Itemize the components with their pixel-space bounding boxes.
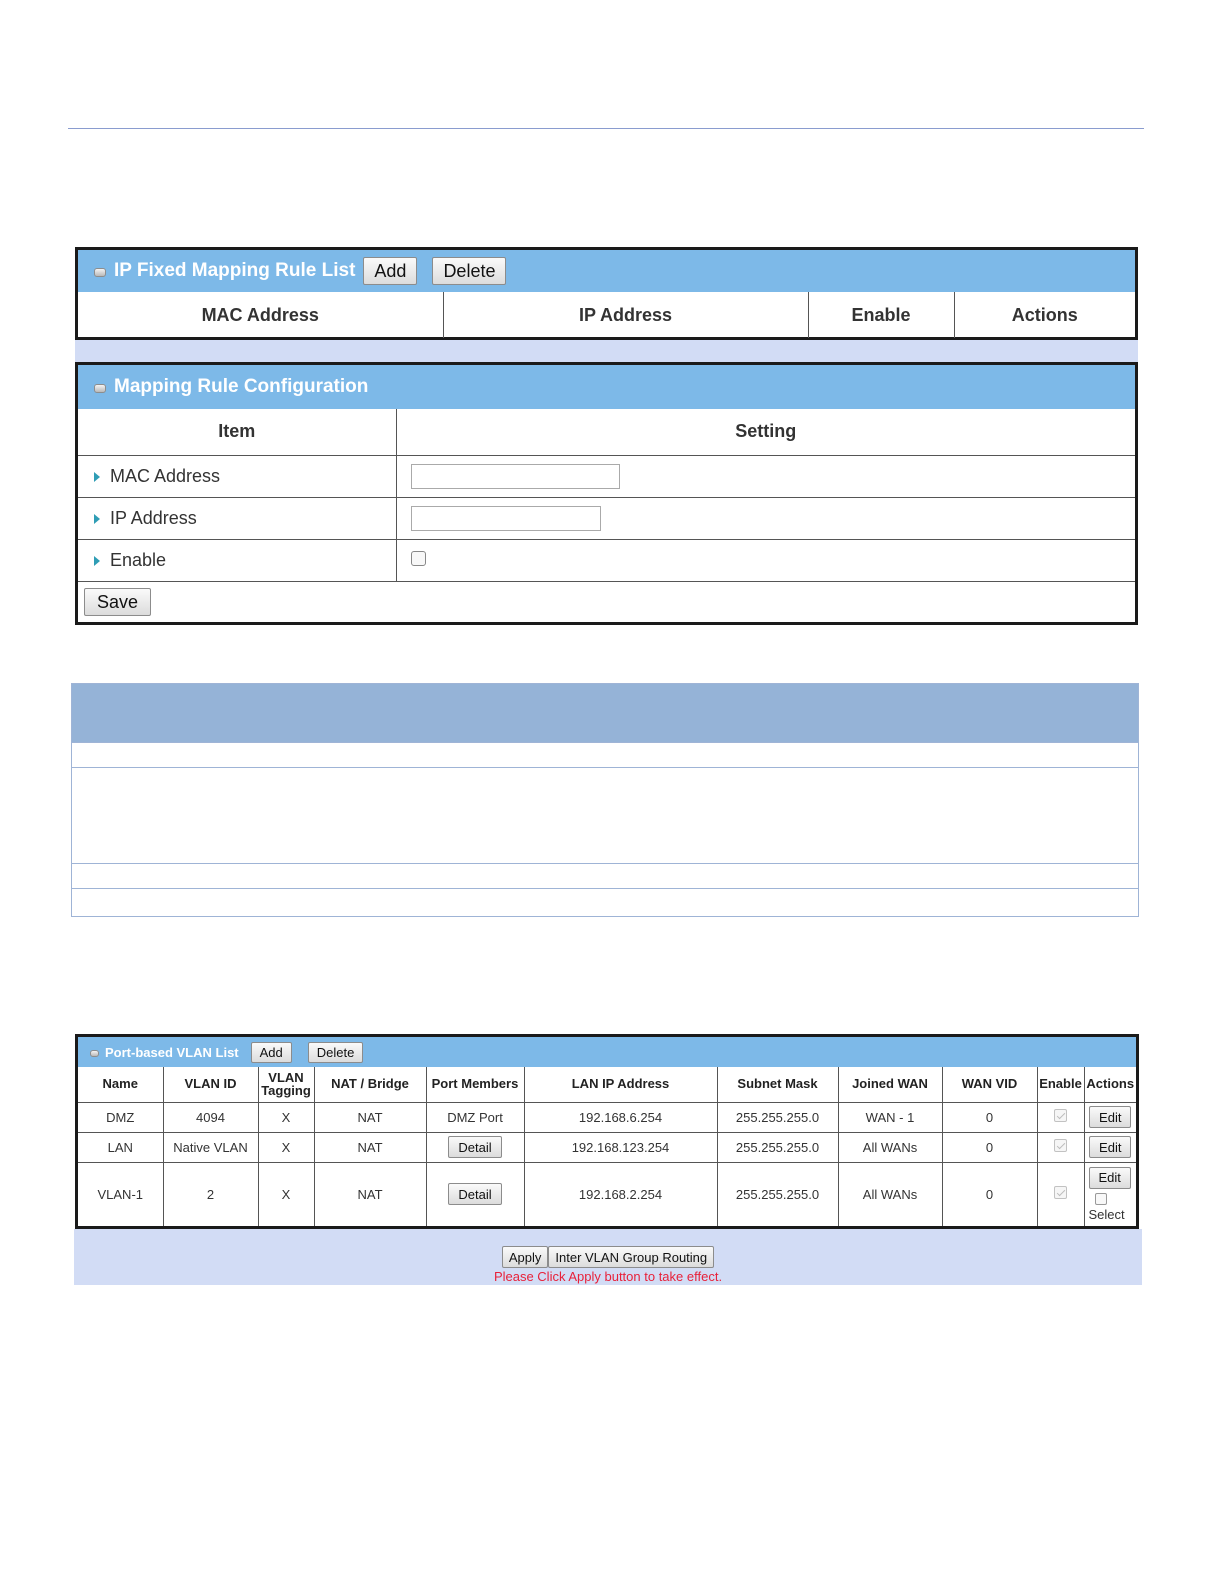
description-row [72, 863, 1138, 888]
enable-checkbox [1054, 1186, 1067, 1199]
panel-separator [75, 340, 1138, 362]
config-table [78, 409, 1135, 623]
cell-port-members: DMZ Port [426, 1102, 524, 1132]
triangle-icon [94, 514, 100, 524]
cell-name: DMZ [78, 1102, 163, 1132]
cell-joined-wan: All WANs [838, 1162, 942, 1226]
inter-vlan-routing-button[interactable]: Inter VLAN Group Routing [548, 1246, 714, 1268]
col-setting: Setting [396, 409, 1135, 455]
description-row [72, 742, 1138, 767]
ip-address-input[interactable] [411, 506, 601, 531]
col-enable: Enable [1037, 1067, 1084, 1102]
cell-lan-ip: 192.168.6.254 [524, 1102, 717, 1132]
cell-enable [1037, 1102, 1084, 1132]
cell-nat-bridge: NAT [314, 1132, 426, 1162]
col-name: Name [78, 1067, 163, 1102]
cell-name: LAN [78, 1132, 163, 1162]
panel-header [78, 365, 1135, 409]
apply-bar [74, 1229, 1142, 1285]
ip-fixed-mapping-panel [75, 247, 1138, 340]
select-label: Select [1088, 1206, 1125, 1222]
save-button[interactable]: Save [84, 588, 151, 616]
panel-bullet-icon [94, 384, 106, 393]
mac-address-input[interactable] [411, 464, 620, 489]
table-row [78, 1132, 1136, 1162]
cell-actions [1084, 1102, 1136, 1132]
col-subnet-mask: Subnet Mask [717, 1067, 838, 1102]
panel-title: IP Fixed Mapping Rule List [114, 260, 356, 281]
vlan-table [78, 1067, 1136, 1226]
col-actions: Actions [954, 292, 1135, 338]
cell-joined-wan: All WANs [838, 1132, 942, 1162]
triangle-icon [94, 556, 100, 566]
col-actions: Actions [1084, 1067, 1136, 1102]
detail-button[interactable]: Detail [448, 1136, 501, 1158]
cell-tagging: X [258, 1102, 314, 1132]
edit-button[interactable]: Edit [1089, 1167, 1131, 1189]
col-vlan-id: VLAN ID [163, 1067, 258, 1102]
col-joined-wan: Joined WAN [838, 1067, 942, 1102]
table-row [78, 1102, 1136, 1132]
cell-lan-ip: 192.168.2.254 [524, 1162, 717, 1226]
panel-header [78, 1037, 1136, 1067]
cell-name: VLAN-1 [78, 1162, 163, 1226]
edit-button[interactable]: Edit [1089, 1136, 1131, 1158]
cell-subnet: 255.255.255.0 [717, 1162, 838, 1226]
cell-wan-vid: 0 [942, 1132, 1037, 1162]
table-row [78, 1162, 1136, 1226]
mapping-rule-config-panel [75, 362, 1138, 625]
cell-actions [1084, 1162, 1136, 1226]
cell-wan-vid: 0 [942, 1102, 1037, 1132]
enable-checkbox [1054, 1109, 1067, 1122]
panel-bullet-icon [94, 268, 106, 277]
row-label: MAC Address [78, 455, 396, 497]
col-item: Item [78, 409, 396, 455]
col-nat-bridge: NAT / Bridge [314, 1067, 426, 1102]
cell-actions [1084, 1132, 1136, 1162]
cell-vlan-id: 4094 [163, 1102, 258, 1132]
cell-enable [1037, 1132, 1084, 1162]
cell-subnet: 255.255.255.0 [717, 1102, 838, 1132]
cell-port-members [426, 1162, 524, 1226]
description-header [72, 684, 1138, 742]
description-row [72, 767, 1138, 863]
cell-nat-bridge: NAT [314, 1102, 426, 1132]
cell-nat-bridge: NAT [314, 1162, 426, 1226]
col-ip-address: IP Address [443, 292, 808, 338]
apply-button[interactable]: Apply [502, 1246, 549, 1268]
enable-checkbox [1054, 1139, 1067, 1152]
col-lan-ip: LAN IP Address [524, 1067, 717, 1102]
row-label: IP Address [78, 497, 396, 539]
triangle-icon [94, 472, 100, 482]
panel-title: Port-based VLAN List [105, 1044, 239, 1060]
description-row [72, 888, 1138, 916]
cell-tagging: X [258, 1162, 314, 1226]
row-label: Enable [78, 539, 396, 581]
panel-bullet-icon [90, 1050, 99, 1057]
apply-notice: Please Click Apply button to take effect. [493, 1269, 723, 1284]
description-table [71, 683, 1139, 917]
cell-vlan-id: 2 [163, 1162, 258, 1226]
cell-subnet: 255.255.255.0 [717, 1132, 838, 1162]
col-enable: Enable [808, 292, 954, 338]
col-vlan-tagging: VLAN Tagging [258, 1067, 314, 1102]
cell-vlan-id: Native VLAN [163, 1132, 258, 1162]
col-mac-address: MAC Address [78, 292, 443, 338]
mapping-rule-table [78, 292, 1135, 338]
cell-wan-vid: 0 [942, 1162, 1037, 1226]
edit-button[interactable]: Edit [1089, 1106, 1131, 1128]
panel-title: Mapping Rule Configuration [114, 376, 369, 397]
page-divider [68, 128, 1144, 129]
detail-button[interactable]: Detail [448, 1183, 501, 1205]
cell-tagging: X [258, 1132, 314, 1162]
vlan-list-panel [75, 1034, 1139, 1229]
delete-rule-button[interactable]: Delete [432, 257, 506, 285]
enable-checkbox[interactable] [411, 551, 426, 566]
add-rule-button[interactable]: Add [363, 257, 417, 285]
add-vlan-button[interactable]: Add [251, 1042, 292, 1063]
select-checkbox[interactable] [1095, 1193, 1107, 1205]
col-port-members: Port Members [426, 1067, 524, 1102]
cell-lan-ip: 192.168.123.254 [524, 1132, 717, 1162]
panel-header [78, 250, 1135, 292]
cell-joined-wan: WAN - 1 [838, 1102, 942, 1132]
cell-port-members [426, 1132, 524, 1162]
delete-vlan-button[interactable]: Delete [308, 1042, 364, 1063]
col-wan-vid: WAN VID [942, 1067, 1037, 1102]
cell-enable [1037, 1162, 1084, 1226]
